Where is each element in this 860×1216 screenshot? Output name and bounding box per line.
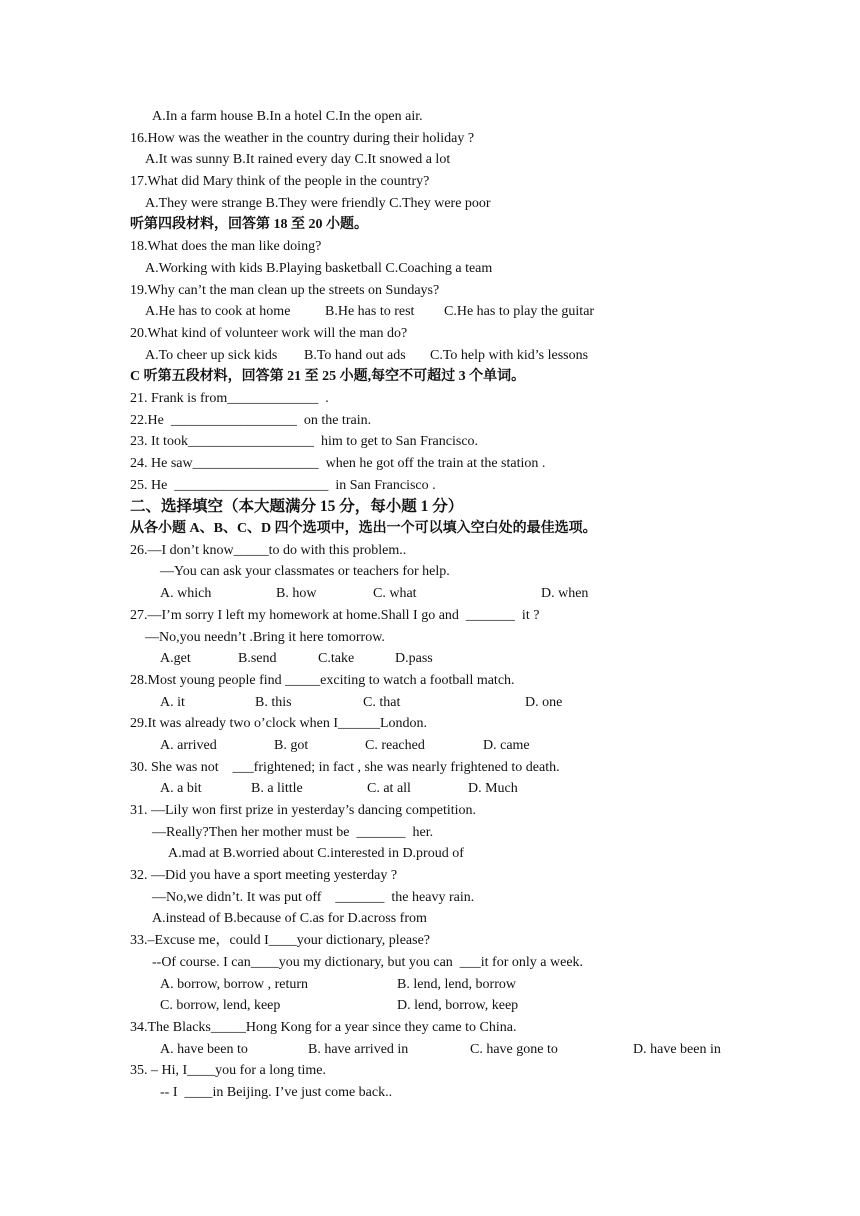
text-line xyxy=(0,280,860,302)
line-text: 21. Frank is from_____________ . xyxy=(130,390,329,406)
text-line xyxy=(0,908,860,930)
line-text: A.They were strange B.They were friendly C.They were poor xyxy=(145,195,491,211)
text-line xyxy=(0,431,860,453)
line-text: --Of course. I can____you my dictionary, but you can ___it for only a week. xyxy=(152,954,584,970)
answer-option: A. it xyxy=(160,694,185,710)
text-line xyxy=(0,236,860,258)
line-text: 19.Why can’t the man clean up the streets on Sundays? xyxy=(130,282,440,298)
text-line xyxy=(0,1060,860,1082)
answer-option: B. lend, lend, borrow xyxy=(397,976,516,992)
line-text: —Really?Then her mother must be _______ her. xyxy=(152,824,434,840)
text-line xyxy=(0,345,860,367)
text-line xyxy=(0,843,860,865)
answer-option: C. reached xyxy=(365,737,425,753)
text-line xyxy=(0,887,860,909)
text-line xyxy=(0,995,860,1017)
line-text: 27.—I’m sorry I left my homework at home.Shall I go and _______ it ? xyxy=(130,607,540,623)
answer-option: A. which xyxy=(160,586,212,602)
text-line xyxy=(0,258,860,280)
line-text: A.It was sunny B.It rained every day C.It snowed a lot xyxy=(145,152,451,168)
line-text: 28.Most young people find _____exciting to watch a football match. xyxy=(130,672,515,688)
line-text: 29.It was already two o’clock when I______London. xyxy=(130,716,428,732)
answer-option: D. one xyxy=(525,694,563,710)
text-line xyxy=(0,800,860,822)
text-line xyxy=(0,865,860,887)
line-text: 20.What kind of volunteer work will the man do? xyxy=(130,325,408,341)
text-line xyxy=(0,301,860,323)
text-line xyxy=(0,128,860,150)
answer-option: C.To help with kid’s lessons xyxy=(430,347,589,363)
text-line xyxy=(0,453,860,475)
text-line xyxy=(0,214,860,236)
line-text: 16.How was the weather in the country during their holiday ? xyxy=(130,130,475,146)
exam-page xyxy=(0,106,860,1104)
line-text: 从各小题 A、B、C、D 四个选项中，选出一个可以填入空白处的最佳选项。 xyxy=(130,521,597,537)
line-text: —You can ask your classmates or teachers for help. xyxy=(160,564,450,580)
text-line xyxy=(0,648,860,670)
line-text: 30. She was not ___frightened; in fact , she was nearly frightened to death. xyxy=(130,759,560,775)
text-line xyxy=(0,323,860,345)
line-text: 23. It took__________________ him to get to San Francisco. xyxy=(130,434,479,450)
line-text: C 听第五段材料，回答第 21 至 25 小题,每空不可超过 3 个单词。 xyxy=(130,369,526,385)
line-text: 22.He __________________ on the train. xyxy=(130,412,372,428)
answer-option: A.To cheer up sick kids xyxy=(145,347,278,363)
text-line xyxy=(0,670,860,692)
answer-option: B.He has to rest xyxy=(325,304,415,320)
text-line xyxy=(0,605,860,627)
text-line xyxy=(0,627,860,649)
line-text: 31. —Lily won first prize in yesterday’s dancing competition. xyxy=(130,803,477,818)
line-text: 二、选择填空（本大题满分 15 分，每小题 1 分） xyxy=(130,498,464,516)
answer-option: C. that xyxy=(363,694,401,710)
answer-option: D. have been in xyxy=(633,1041,721,1057)
text-line xyxy=(0,974,860,996)
line-text: 听第四段材料，回答第 18 至 20 小题。 xyxy=(130,217,368,233)
text-line xyxy=(0,1017,860,1039)
line-text: 25. He ______________________ in San Francisco . xyxy=(130,477,436,493)
line-text: -- I ____in Beijing. I’ve just come back.. xyxy=(160,1084,393,1100)
answer-option: B. how xyxy=(276,586,317,602)
text-line xyxy=(0,366,860,388)
answer-option: A. a bit xyxy=(160,781,202,797)
text-line xyxy=(0,496,860,518)
answer-option: C. at all xyxy=(367,781,411,797)
text-line xyxy=(0,930,860,952)
answer-option: A. arrived xyxy=(160,737,217,753)
text-line xyxy=(0,475,860,497)
line-text: 35. – Hi, I____you for a long time. xyxy=(130,1063,326,1079)
answer-option: C.He has to play the guitar xyxy=(444,304,595,320)
text-line xyxy=(0,952,860,974)
answer-option: C. have gone to xyxy=(470,1041,558,1057)
text-line xyxy=(0,1082,860,1104)
text-line xyxy=(0,106,860,128)
line-text: A.In a farm house B.In a hotel C.In the open air. xyxy=(152,109,423,124)
answer-option: A. borrow, borrow , return xyxy=(160,976,308,992)
answer-option: B. have arrived in xyxy=(308,1041,409,1057)
text-line xyxy=(0,822,860,844)
line-text: 32. —Did you have a sport meeting yesterday ? xyxy=(130,868,398,884)
text-line xyxy=(0,778,860,800)
answer-option: B. this xyxy=(255,694,292,710)
line-text: A.mad at B.worried about C.interested in D.proud of xyxy=(168,846,464,862)
text-line xyxy=(0,193,860,215)
text-line xyxy=(0,692,860,714)
answer-option: A.He has to cook at home xyxy=(145,304,291,320)
text-line xyxy=(0,561,860,583)
answer-option: D. came xyxy=(483,737,530,753)
line-text: 24. He saw__________________ when he got off the train at the station . xyxy=(130,456,546,471)
answer-option: D. when xyxy=(541,586,589,602)
answer-option: C.take xyxy=(318,651,355,667)
text-line xyxy=(0,583,860,605)
line-text: —No,we didn’t. It was put off _______ the heavy rain. xyxy=(152,889,475,905)
answer-option: B.To hand out ads xyxy=(304,347,406,363)
answer-option: D. lend, borrow, keep xyxy=(397,998,519,1014)
answer-option: D. Much xyxy=(468,781,518,797)
answer-option: A. have been to xyxy=(160,1041,248,1057)
line-text: —No,you needn’t .Bring it here tomorrow. xyxy=(145,629,385,645)
line-text: 17.What did Mary think of the people in the country? xyxy=(130,174,430,190)
answer-option: A.get xyxy=(160,651,191,667)
text-line xyxy=(0,735,860,757)
text-line xyxy=(0,410,860,432)
line-text: A.Working with kids B.Playing basketball C.Coaching a team xyxy=(145,260,493,276)
line-text: 33.–Excuse me，could I____your dictionary, please? xyxy=(130,933,431,949)
text-line xyxy=(0,388,860,410)
text-line xyxy=(0,171,860,193)
line-text: 26.—I don’t know_____to do with this problem.. xyxy=(130,542,407,558)
answer-option: B. got xyxy=(274,737,309,753)
text-line xyxy=(0,713,860,735)
answer-option: D.pass xyxy=(395,651,433,667)
text-line xyxy=(0,149,860,171)
line-text: 18.What does the man like doing? xyxy=(130,239,322,255)
answer-option: C. what xyxy=(373,586,417,602)
text-line xyxy=(0,1039,860,1061)
line-text: 34.The Blacks_____Hong Kong for a year since they came to China. xyxy=(130,1019,517,1035)
answer-option: C. borrow, lend, keep xyxy=(160,998,281,1014)
line-text: A.instead of B.because of C.as for D.across from xyxy=(152,911,427,927)
text-line xyxy=(0,540,860,562)
answer-option: B.send xyxy=(238,651,277,667)
text-line xyxy=(0,518,860,540)
answer-option: B. a little xyxy=(251,781,303,797)
text-line xyxy=(0,757,860,779)
